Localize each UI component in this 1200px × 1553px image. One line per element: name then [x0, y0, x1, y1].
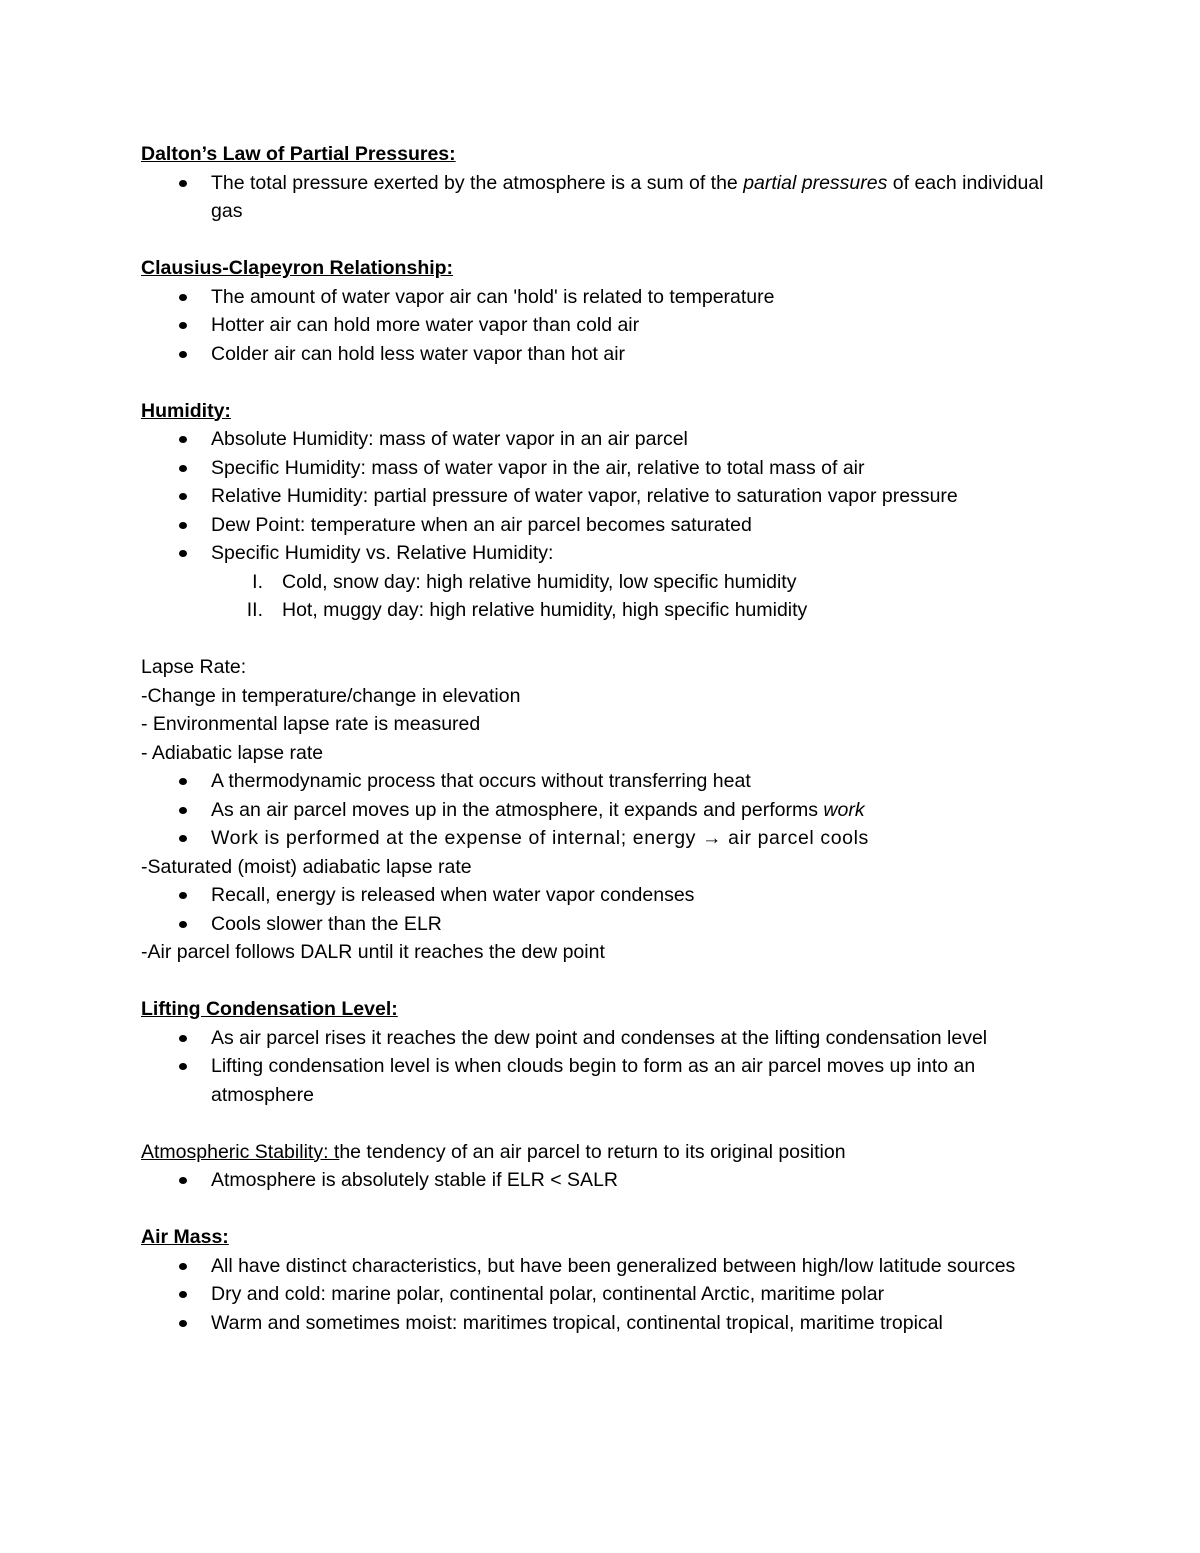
list-item: Recall, energy is released when water vapor condenses: [141, 881, 1081, 910]
lapse-line: - Adiabatic lapse rate: [141, 741, 324, 764]
roman-numeral: I.: [252, 570, 263, 593]
list-item: A thermodynamic process that occurs without transferring heat: [141, 767, 1081, 796]
list-item: Work is performed at the expense of internal; energy → air parcel cools: [141, 824, 1081, 853]
lapse-line: -Air parcel follows DALR until it reaches the dew point: [141, 941, 605, 963]
list-item: All have distinct characteristics, but have been generalized between high/low latitude sources: [141, 1252, 1031, 1281]
list-item: Relative Humidity: partial pressure of water vapor, relative to saturation vapor pressure: [141, 482, 1081, 511]
list-item: Specific Humidity vs. Relative Humidity:: [141, 539, 1081, 568]
list-item: [141, 796, 1081, 825]
heading-clausius: Clausius-Clapeyron Relationship:: [141, 257, 454, 279]
emphasis-text: partial pressures: [743, 171, 888, 194]
heading-humidity: Humidity:: [141, 399, 231, 422]
list-item: Lifting condensation level is when clouds begin to form as an air parcel moves up into an atmosphere: [141, 1052, 1071, 1109]
list-item: [141, 169, 1071, 226]
list-item: As air parcel rises it reaches the dew point and condenses at the lifting condensation level: [141, 1024, 1031, 1053]
list-item: [141, 568, 1081, 597]
list-item: [141, 596, 1081, 625]
bullet-text: The total pressure exerted by the atmosphere is a sum of the: [211, 171, 744, 194]
adiabatic-list: [141, 767, 1081, 853]
heading-lapse-rate: Lapse Rate:: [141, 656, 247, 678]
bullet-text: of each individual gas: [211, 171, 1044, 222]
saturated-list: [141, 881, 1081, 938]
list-item: Hotter air can hold more water vapor than cold air: [141, 311, 1081, 340]
heading-air-mass: Air Mass:: [141, 1226, 229, 1248]
lapse-line: - Environmental lapse rate is measured: [141, 713, 481, 735]
sub-item-text: Cold, snow day: high relative humidity, low specific humidity: [282, 570, 797, 593]
list-item: Dew Point: temperature when an air parcel becomes saturated: [141, 511, 1081, 540]
list-item: Absolute Humidity: mass of water vapor in an air parcel: [141, 425, 1081, 454]
sub-item-text: Hot, muggy day: high relative humidity, high specific humidity: [282, 599, 808, 621]
clausius-list: [141, 283, 1081, 369]
heading-stability: [141, 1138, 1081, 1167]
humidity-list: [141, 425, 1081, 568]
stability-list: [141, 1166, 1081, 1195]
dalton-list: [141, 169, 1081, 226]
document-page: [141, 140, 1081, 1337]
list-item: Colder air can hold less water vapor than hot air: [141, 340, 1081, 369]
list-item: The amount of water vapor air can 'hold' is related to temperature: [141, 283, 1081, 312]
roman-numeral: II.: [246, 599, 263, 621]
list-item: Warm and sometimes moist: maritimes tropical, continental tropical, maritime tropical: [141, 1309, 1081, 1338]
list-item: Dry and cold: marine polar, continental polar, continental Arctic, maritime polar: [141, 1280, 1081, 1309]
lcl-list: [141, 1024, 1081, 1110]
list-item: Atmosphere is absolutely stable if ELR < SALR: [141, 1166, 1081, 1195]
stability-underlined: Atmospheric Stability: t: [141, 1140, 340, 1163]
heading-dalton: Dalton’s Law of Partial Pressures:: [141, 143, 456, 165]
stability-definition: he tendency of an air parcel to return to its original position: [339, 1140, 846, 1163]
humidity-sublist: [141, 568, 1081, 625]
heading-lcl: Lifting Condensation Level:: [141, 998, 398, 1020]
airmass-list: [141, 1252, 1081, 1338]
lapse-line: -Change in temperature/change in elevation: [141, 684, 521, 707]
list-item: Cools slower than the ELR: [141, 910, 1081, 939]
lapse-line: -Saturated (moist) adiabatic lapse rate: [141, 855, 472, 878]
emphasis-text: work: [823, 798, 865, 821]
list-item: Specific Humidity: mass of water vapor in the air, relative to total mass of air: [141, 454, 1081, 483]
bullet-text: As an air parcel moves up in the atmosphere, it expands and performs: [211, 798, 824, 821]
